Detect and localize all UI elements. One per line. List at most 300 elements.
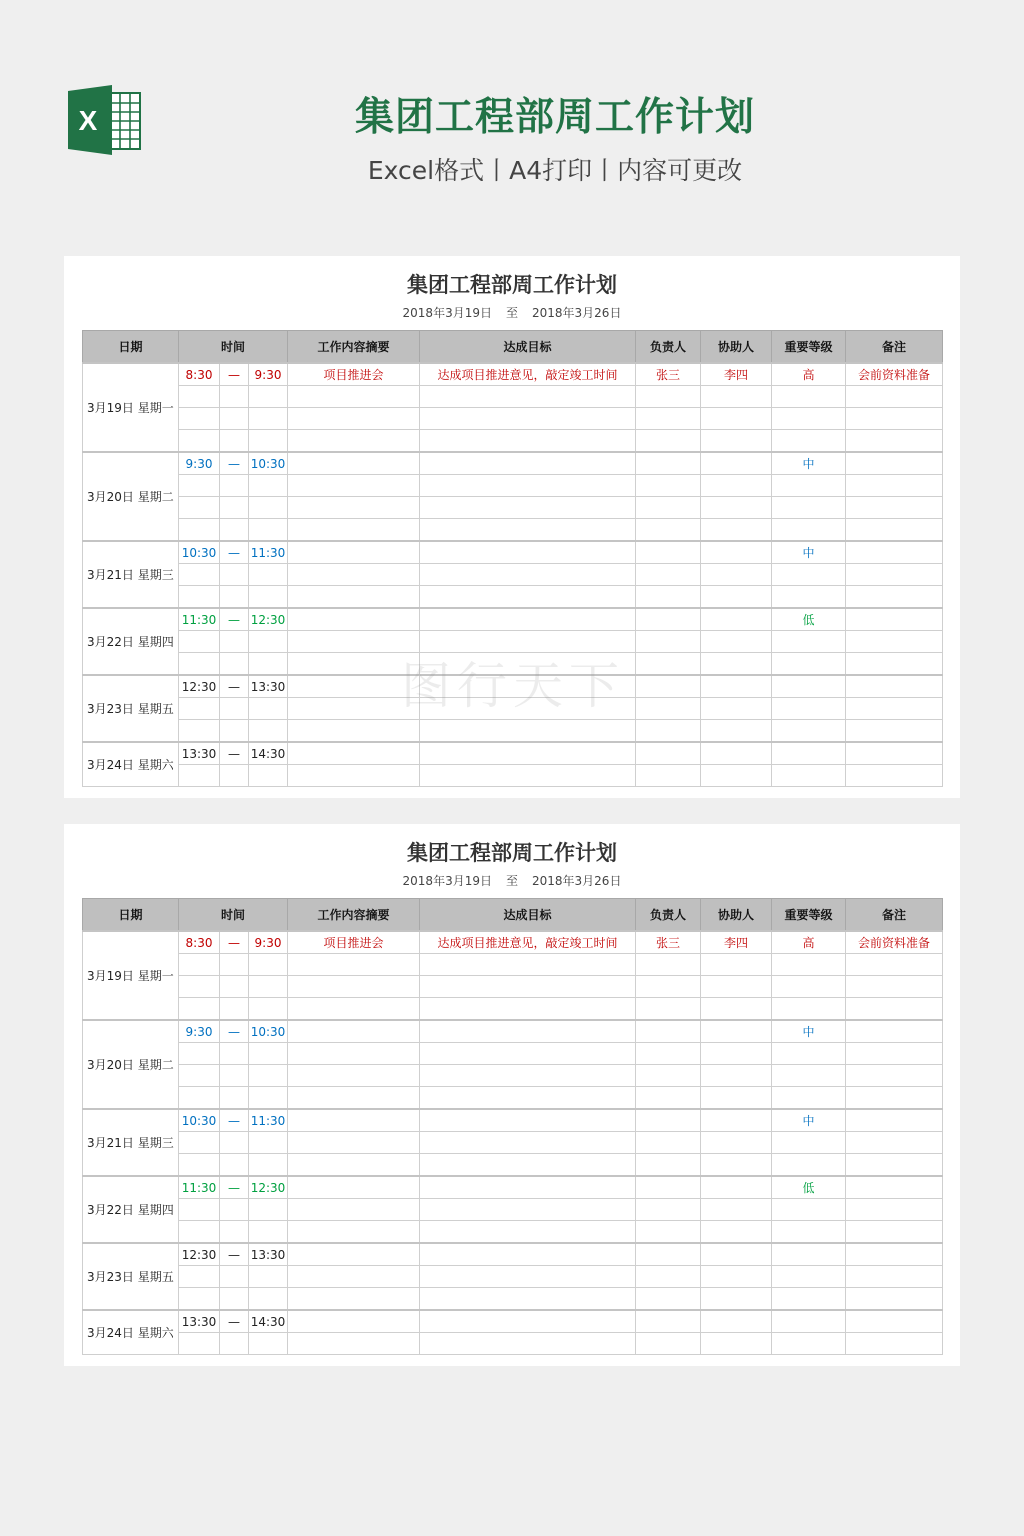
empty-cell[interactable]	[220, 386, 249, 408]
end-cell[interactable]: 12:30	[249, 1176, 288, 1199]
empty-cell[interactable]	[288, 698, 420, 720]
empty-cell[interactable]	[636, 497, 701, 519]
content-cell[interactable]	[288, 675, 420, 698]
empty-cell[interactable]	[288, 1288, 420, 1311]
empty-cell[interactable]	[288, 1221, 420, 1244]
content-cell[interactable]: 项目推进会	[288, 363, 420, 386]
empty-cell[interactable]	[179, 1065, 220, 1087]
empty-cell[interactable]	[636, 1132, 701, 1154]
empty-cell[interactable]	[179, 564, 220, 586]
empty-cell[interactable]	[846, 475, 943, 497]
empty-cell[interactable]	[772, 998, 846, 1021]
empty-cell[interactable]	[249, 475, 288, 497]
level-cell[interactable]	[772, 742, 846, 765]
empty-cell[interactable]	[220, 1221, 249, 1244]
date-cell[interactable]: 3月19日 星期一	[83, 363, 179, 452]
empty-cell[interactable]	[701, 408, 772, 430]
empty-cell[interactable]	[420, 1154, 636, 1177]
empty-cell[interactable]	[249, 976, 288, 998]
empty-cell[interactable]	[772, 1333, 846, 1355]
empty-cell[interactable]	[288, 720, 420, 743]
empty-cell[interactable]	[420, 1266, 636, 1288]
empty-cell[interactable]	[846, 519, 943, 542]
empty-cell[interactable]	[772, 954, 846, 976]
dash-cell[interactable]: —	[220, 363, 249, 386]
empty-cell[interactable]	[772, 1221, 846, 1244]
empty-cell[interactable]	[701, 586, 772, 609]
date-cell[interactable]: 3月23日 星期五	[83, 675, 179, 742]
empty-cell[interactable]	[220, 564, 249, 586]
empty-cell[interactable]	[772, 1288, 846, 1311]
empty-cell[interactable]	[179, 408, 220, 430]
empty-cell[interactable]	[420, 631, 636, 653]
content-cell[interactable]	[288, 1109, 420, 1132]
empty-cell[interactable]	[636, 998, 701, 1021]
empty-cell[interactable]	[288, 1065, 420, 1087]
goal-cell[interactable]	[420, 541, 636, 564]
goal-cell[interactable]	[420, 1109, 636, 1132]
empty-cell[interactable]	[179, 519, 220, 542]
empty-cell[interactable]	[249, 497, 288, 519]
empty-cell[interactable]	[420, 954, 636, 976]
empty-cell[interactable]	[420, 1288, 636, 1311]
empty-cell[interactable]	[701, 954, 772, 976]
empty-cell[interactable]	[701, 1065, 772, 1087]
end-cell[interactable]: 12:30	[249, 608, 288, 631]
goal-cell[interactable]: 达成项目推进意见，敲定竣工时间	[420, 363, 636, 386]
empty-cell[interactable]	[701, 1221, 772, 1244]
dash-cell[interactable]: —	[220, 931, 249, 954]
empty-cell[interactable]	[420, 653, 636, 676]
empty-cell[interactable]	[249, 765, 288, 787]
empty-cell[interactable]	[288, 1154, 420, 1177]
empty-cell[interactable]	[701, 1132, 772, 1154]
content-cell[interactable]	[288, 452, 420, 475]
empty-cell[interactable]	[636, 519, 701, 542]
start-cell[interactable]: 9:30	[179, 1020, 220, 1043]
empty-cell[interactable]	[636, 1333, 701, 1355]
empty-cell[interactable]	[846, 1043, 943, 1065]
empty-cell[interactable]	[249, 1132, 288, 1154]
helper-cell[interactable]	[701, 541, 772, 564]
helper-cell[interactable]: 李四	[701, 363, 772, 386]
owner-cell[interactable]	[636, 1243, 701, 1266]
start-cell[interactable]: 9:30	[179, 452, 220, 475]
empty-cell[interactable]	[249, 1065, 288, 1087]
end-cell[interactable]: 9:30	[249, 931, 288, 954]
empty-cell[interactable]	[420, 519, 636, 542]
empty-cell[interactable]	[772, 1043, 846, 1065]
empty-cell[interactable]	[249, 998, 288, 1021]
empty-cell[interactable]	[420, 497, 636, 519]
empty-cell[interactable]	[288, 1333, 420, 1355]
empty-cell[interactable]	[701, 1266, 772, 1288]
empty-cell[interactable]	[420, 475, 636, 497]
empty-cell[interactable]	[701, 720, 772, 743]
empty-cell[interactable]	[220, 1154, 249, 1177]
level-cell[interactable]	[772, 1243, 846, 1266]
helper-cell[interactable]	[701, 1176, 772, 1199]
goal-cell[interactable]	[420, 608, 636, 631]
empty-cell[interactable]	[249, 631, 288, 653]
empty-cell[interactable]	[701, 631, 772, 653]
note-cell[interactable]	[846, 1243, 943, 1266]
content-cell[interactable]	[288, 1176, 420, 1199]
empty-cell[interactable]	[220, 1288, 249, 1311]
empty-cell[interactable]	[846, 1288, 943, 1311]
note-cell[interactable]	[846, 742, 943, 765]
empty-cell[interactable]	[846, 586, 943, 609]
empty-cell[interactable]	[179, 1043, 220, 1065]
goal-cell[interactable]	[420, 1243, 636, 1266]
empty-cell[interactable]	[288, 519, 420, 542]
empty-cell[interactable]	[288, 1199, 420, 1221]
level-cell[interactable]: 高	[772, 363, 846, 386]
empty-cell[interactable]	[179, 1288, 220, 1311]
empty-cell[interactable]	[420, 998, 636, 1021]
empty-cell[interactable]	[179, 386, 220, 408]
date-cell[interactable]: 3月23日 星期五	[83, 1243, 179, 1310]
owner-cell[interactable]	[636, 1109, 701, 1132]
empty-cell[interactable]	[179, 475, 220, 497]
owner-cell[interactable]	[636, 1176, 701, 1199]
level-cell[interactable]: 高	[772, 931, 846, 954]
empty-cell[interactable]	[846, 1221, 943, 1244]
dash-cell[interactable]: —	[220, 1243, 249, 1266]
empty-cell[interactable]	[288, 765, 420, 787]
empty-cell[interactable]	[636, 1221, 701, 1244]
owner-cell[interactable]	[636, 1020, 701, 1043]
empty-cell[interactable]	[846, 1333, 943, 1355]
empty-cell[interactable]	[636, 631, 701, 653]
empty-cell[interactable]	[701, 1288, 772, 1311]
dash-cell[interactable]: —	[220, 608, 249, 631]
empty-cell[interactable]	[846, 1266, 943, 1288]
content-cell[interactable]	[288, 1310, 420, 1333]
empty-cell[interactable]	[701, 497, 772, 519]
empty-cell[interactable]	[701, 998, 772, 1021]
dash-cell[interactable]: —	[220, 452, 249, 475]
note-cell[interactable]	[846, 675, 943, 698]
level-cell[interactable]	[772, 1310, 846, 1333]
empty-cell[interactable]	[220, 1132, 249, 1154]
date-cell[interactable]: 3月21日 星期三	[83, 541, 179, 608]
empty-cell[interactable]	[179, 720, 220, 743]
empty-cell[interactable]	[701, 564, 772, 586]
goal-cell[interactable]	[420, 742, 636, 765]
empty-cell[interactable]	[636, 765, 701, 787]
end-cell[interactable]: 9:30	[249, 363, 288, 386]
owner-cell[interactable]	[636, 742, 701, 765]
empty-cell[interactable]	[288, 653, 420, 676]
helper-cell[interactable]: 李四	[701, 931, 772, 954]
start-cell[interactable]: 13:30	[179, 742, 220, 765]
empty-cell[interactable]	[420, 1065, 636, 1087]
empty-cell[interactable]	[772, 1065, 846, 1087]
empty-cell[interactable]	[772, 631, 846, 653]
empty-cell[interactable]	[288, 475, 420, 497]
dash-cell[interactable]: —	[220, 1310, 249, 1333]
goal-cell[interactable]	[420, 1176, 636, 1199]
helper-cell[interactable]	[701, 1109, 772, 1132]
empty-cell[interactable]	[420, 720, 636, 743]
level-cell[interactable]: 中	[772, 452, 846, 475]
empty-cell[interactable]	[636, 653, 701, 676]
date-cell[interactable]: 3月24日 星期六	[83, 1310, 179, 1355]
helper-cell[interactable]	[701, 1243, 772, 1266]
empty-cell[interactable]	[701, 698, 772, 720]
empty-cell[interactable]	[179, 998, 220, 1021]
helper-cell[interactable]	[701, 742, 772, 765]
empty-cell[interactable]	[420, 1043, 636, 1065]
empty-cell[interactable]	[772, 698, 846, 720]
empty-cell[interactable]	[220, 408, 249, 430]
empty-cell[interactable]	[772, 976, 846, 998]
start-cell[interactable]: 11:30	[179, 1176, 220, 1199]
content-cell[interactable]	[288, 1020, 420, 1043]
start-cell[interactable]: 8:30	[179, 363, 220, 386]
empty-cell[interactable]	[420, 1087, 636, 1110]
empty-cell[interactable]	[636, 564, 701, 586]
empty-cell[interactable]	[772, 1199, 846, 1221]
empty-cell[interactable]	[846, 631, 943, 653]
end-cell[interactable]: 13:30	[249, 1243, 288, 1266]
empty-cell[interactable]	[846, 1154, 943, 1177]
empty-cell[interactable]	[288, 976, 420, 998]
start-cell[interactable]: 13:30	[179, 1310, 220, 1333]
empty-cell[interactable]	[249, 1221, 288, 1244]
level-cell[interactable]: 中	[772, 541, 846, 564]
empty-cell[interactable]	[220, 998, 249, 1021]
start-cell[interactable]: 10:30	[179, 1109, 220, 1132]
helper-cell[interactable]	[701, 1020, 772, 1043]
empty-cell[interactable]	[249, 386, 288, 408]
end-cell[interactable]: 11:30	[249, 541, 288, 564]
helper-cell[interactable]	[701, 452, 772, 475]
empty-cell[interactable]	[636, 1154, 701, 1177]
empty-cell[interactable]	[220, 475, 249, 497]
empty-cell[interactable]	[772, 765, 846, 787]
empty-cell[interactable]	[636, 1065, 701, 1087]
empty-cell[interactable]	[772, 430, 846, 453]
empty-cell[interactable]	[288, 1087, 420, 1110]
owner-cell[interactable]: 张三	[636, 931, 701, 954]
dash-cell[interactable]: —	[220, 1109, 249, 1132]
empty-cell[interactable]	[249, 1043, 288, 1065]
dash-cell[interactable]: —	[220, 1020, 249, 1043]
empty-cell[interactable]	[420, 1221, 636, 1244]
empty-cell[interactable]	[288, 631, 420, 653]
empty-cell[interactable]	[846, 1199, 943, 1221]
empty-cell[interactable]	[636, 1199, 701, 1221]
owner-cell[interactable]	[636, 675, 701, 698]
empty-cell[interactable]	[420, 586, 636, 609]
empty-cell[interactable]	[846, 1132, 943, 1154]
date-cell[interactable]: 3月22日 星期四	[83, 608, 179, 675]
empty-cell[interactable]	[420, 698, 636, 720]
empty-cell[interactable]	[636, 698, 701, 720]
empty-cell[interactable]	[179, 976, 220, 998]
start-cell[interactable]: 12:30	[179, 1243, 220, 1266]
empty-cell[interactable]	[636, 1288, 701, 1311]
empty-cell[interactable]	[179, 765, 220, 787]
empty-cell[interactable]	[249, 954, 288, 976]
empty-cell[interactable]	[636, 976, 701, 998]
date-cell[interactable]: 3月20日 星期二	[83, 452, 179, 541]
empty-cell[interactable]	[249, 1087, 288, 1110]
empty-cell[interactable]	[249, 1154, 288, 1177]
empty-cell[interactable]	[846, 720, 943, 743]
empty-cell[interactable]	[179, 1266, 220, 1288]
empty-cell[interactable]	[179, 1221, 220, 1244]
date-cell[interactable]: 3月21日 星期三	[83, 1109, 179, 1176]
empty-cell[interactable]	[701, 1199, 772, 1221]
dash-cell[interactable]: —	[220, 675, 249, 698]
level-cell[interactable]: 中	[772, 1020, 846, 1043]
goal-cell[interactable]	[420, 1310, 636, 1333]
empty-cell[interactable]	[636, 1266, 701, 1288]
empty-cell[interactable]	[636, 475, 701, 497]
empty-cell[interactable]	[220, 519, 249, 542]
empty-cell[interactable]	[249, 1266, 288, 1288]
note-cell[interactable]	[846, 608, 943, 631]
empty-cell[interactable]	[420, 976, 636, 998]
goal-cell[interactable]	[420, 452, 636, 475]
empty-cell[interactable]	[701, 386, 772, 408]
empty-cell[interactable]	[636, 1087, 701, 1110]
empty-cell[interactable]	[772, 653, 846, 676]
empty-cell[interactable]	[220, 430, 249, 453]
empty-cell[interactable]	[179, 430, 220, 453]
note-cell[interactable]	[846, 1176, 943, 1199]
content-cell[interactable]	[288, 742, 420, 765]
empty-cell[interactable]	[772, 1087, 846, 1110]
empty-cell[interactable]	[179, 698, 220, 720]
helper-cell[interactable]	[701, 608, 772, 631]
end-cell[interactable]: 10:30	[249, 1020, 288, 1043]
start-cell[interactable]: 10:30	[179, 541, 220, 564]
date-cell[interactable]: 3月20日 星期二	[83, 1020, 179, 1109]
empty-cell[interactable]	[179, 631, 220, 653]
dash-cell[interactable]: —	[220, 1176, 249, 1199]
start-cell[interactable]: 8:30	[179, 931, 220, 954]
end-cell[interactable]: 13:30	[249, 675, 288, 698]
empty-cell[interactable]	[249, 1288, 288, 1311]
end-cell[interactable]: 14:30	[249, 742, 288, 765]
empty-cell[interactable]	[288, 497, 420, 519]
empty-cell[interactable]	[846, 976, 943, 998]
empty-cell[interactable]	[288, 586, 420, 609]
empty-cell[interactable]	[179, 586, 220, 609]
empty-cell[interactable]	[288, 408, 420, 430]
empty-cell[interactable]	[420, 386, 636, 408]
empty-cell[interactable]	[701, 1333, 772, 1355]
empty-cell[interactable]	[249, 408, 288, 430]
empty-cell[interactable]	[846, 1065, 943, 1087]
level-cell[interactable]: 低	[772, 1176, 846, 1199]
empty-cell[interactable]	[701, 765, 772, 787]
empty-cell[interactable]	[249, 430, 288, 453]
owner-cell[interactable]	[636, 452, 701, 475]
empty-cell[interactable]	[420, 765, 636, 787]
empty-cell[interactable]	[179, 497, 220, 519]
empty-cell[interactable]	[846, 698, 943, 720]
empty-cell[interactable]	[846, 430, 943, 453]
empty-cell[interactable]	[772, 1154, 846, 1177]
empty-cell[interactable]	[772, 519, 846, 542]
goal-cell[interactable]: 达成项目推进意见，敲定竣工时间	[420, 931, 636, 954]
empty-cell[interactable]	[220, 1087, 249, 1110]
empty-cell[interactable]	[772, 1132, 846, 1154]
note-cell[interactable]	[846, 541, 943, 564]
owner-cell[interactable]: 张三	[636, 363, 701, 386]
empty-cell[interactable]	[420, 1333, 636, 1355]
empty-cell[interactable]	[846, 497, 943, 519]
empty-cell[interactable]	[701, 1154, 772, 1177]
empty-cell[interactable]	[220, 1199, 249, 1221]
date-cell[interactable]: 3月19日 星期一	[83, 931, 179, 1020]
content-cell[interactable]	[288, 541, 420, 564]
empty-cell[interactable]	[636, 1043, 701, 1065]
empty-cell[interactable]	[772, 475, 846, 497]
empty-cell[interactable]	[772, 386, 846, 408]
empty-cell[interactable]	[772, 408, 846, 430]
empty-cell[interactable]	[220, 1043, 249, 1065]
empty-cell[interactable]	[701, 976, 772, 998]
empty-cell[interactable]	[288, 564, 420, 586]
empty-cell[interactable]	[636, 386, 701, 408]
empty-cell[interactable]	[220, 653, 249, 676]
empty-cell[interactable]	[220, 765, 249, 787]
empty-cell[interactable]	[701, 653, 772, 676]
level-cell[interactable]: 中	[772, 1109, 846, 1132]
empty-cell[interactable]	[636, 430, 701, 453]
empty-cell[interactable]	[701, 1087, 772, 1110]
empty-cell[interactable]	[249, 653, 288, 676]
note-cell[interactable]	[846, 1310, 943, 1333]
empty-cell[interactable]	[846, 653, 943, 676]
note-cell[interactable]: 会前资料准备	[846, 363, 943, 386]
empty-cell[interactable]	[288, 954, 420, 976]
empty-cell[interactable]	[220, 1266, 249, 1288]
empty-cell[interactable]	[220, 720, 249, 743]
empty-cell[interactable]	[179, 653, 220, 676]
empty-cell[interactable]	[636, 408, 701, 430]
end-cell[interactable]: 14:30	[249, 1310, 288, 1333]
empty-cell[interactable]	[701, 430, 772, 453]
end-cell[interactable]: 11:30	[249, 1109, 288, 1132]
empty-cell[interactable]	[846, 1087, 943, 1110]
empty-cell[interactable]	[420, 564, 636, 586]
empty-cell[interactable]	[220, 1065, 249, 1087]
empty-cell[interactable]	[220, 497, 249, 519]
empty-cell[interactable]	[846, 954, 943, 976]
empty-cell[interactable]	[249, 564, 288, 586]
empty-cell[interactable]	[220, 954, 249, 976]
note-cell[interactable]	[846, 452, 943, 475]
helper-cell[interactable]	[701, 1310, 772, 1333]
owner-cell[interactable]	[636, 541, 701, 564]
empty-cell[interactable]	[420, 1199, 636, 1221]
empty-cell[interactable]	[220, 698, 249, 720]
empty-cell[interactable]	[636, 954, 701, 976]
content-cell[interactable]	[288, 608, 420, 631]
content-cell[interactable]	[288, 1243, 420, 1266]
empty-cell[interactable]	[701, 475, 772, 497]
empty-cell[interactable]	[179, 1154, 220, 1177]
empty-cell[interactable]	[772, 497, 846, 519]
empty-cell[interactable]	[846, 765, 943, 787]
